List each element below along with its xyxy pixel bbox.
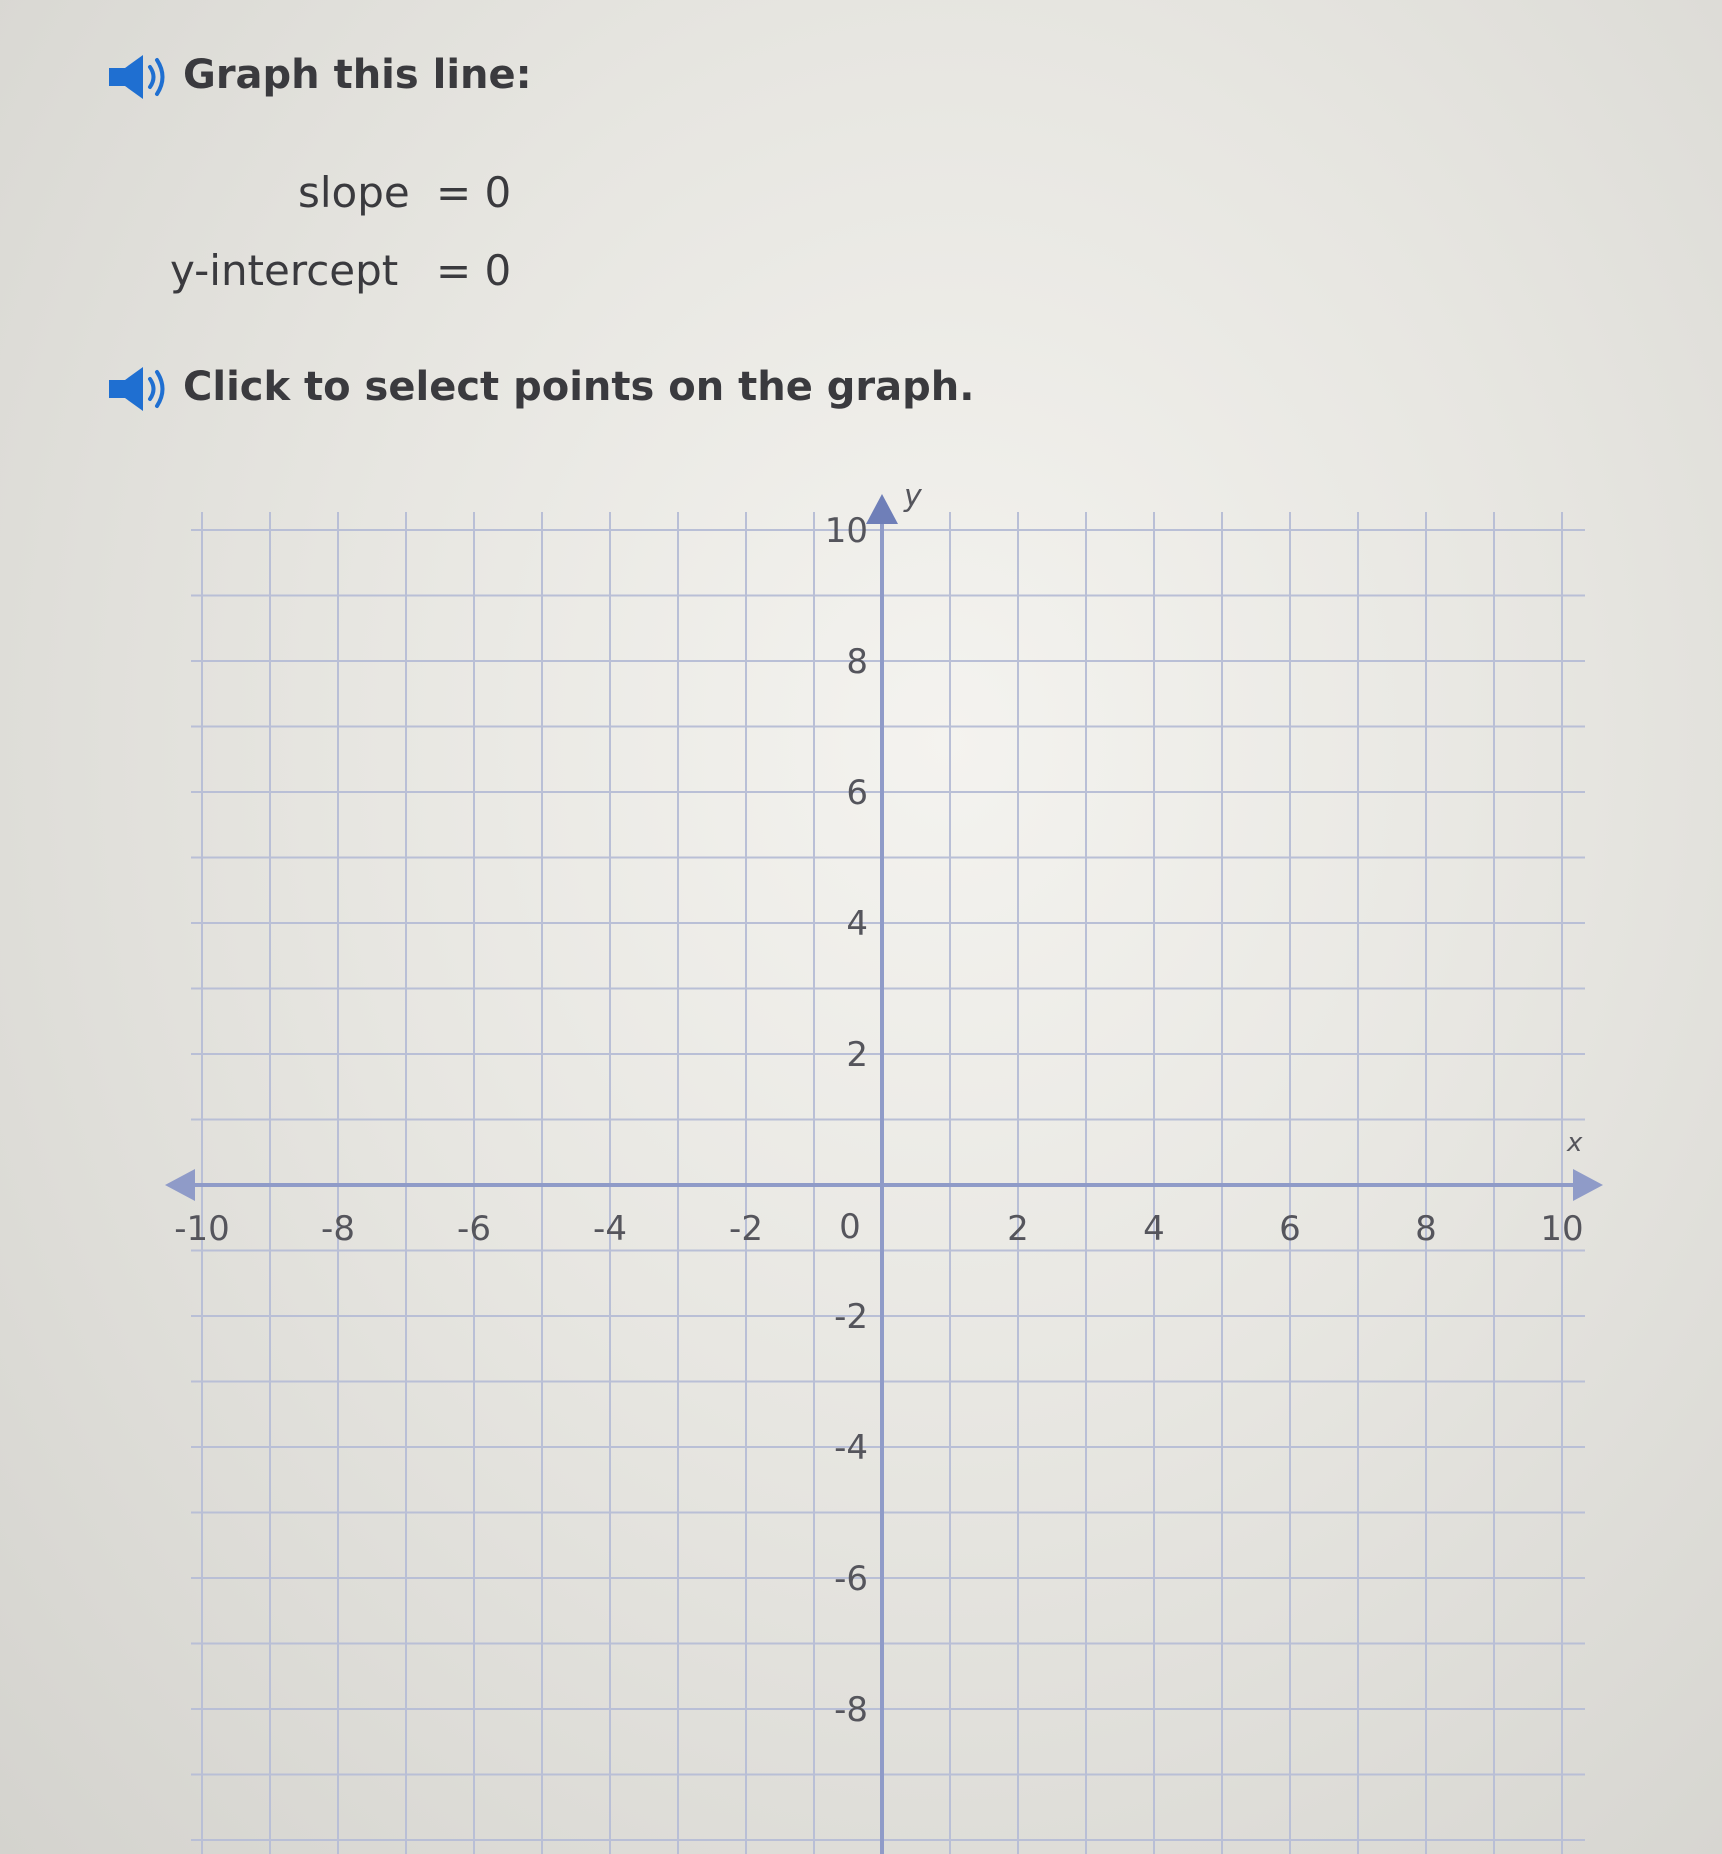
y-intercept-label: y-intercept — [170, 246, 399, 295]
x-axis-label: x — [1567, 1128, 1583, 1158]
x-tick-label: 4 — [1143, 1209, 1165, 1249]
origin-label: 0 — [839, 1207, 861, 1247]
x-tick-label: 10 — [1540, 1209, 1584, 1249]
x-tick-label: -6 — [457, 1209, 491, 1249]
prompt-title: Graph this line: — [183, 52, 532, 98]
y-tick-label: -4 — [834, 1428, 868, 1468]
slope-value: = 0 — [436, 168, 512, 217]
x-axis-right-arrow — [1573, 1169, 1603, 1201]
tick-labels — [174, 479, 1583, 1730]
x-tick-label: 2 — [1007, 1209, 1029, 1249]
x-tick-label: -4 — [593, 1209, 627, 1249]
y-axis-up-arrow — [866, 494, 898, 524]
y-tick-label: 2 — [846, 1035, 868, 1075]
x-tick-label: -2 — [729, 1209, 763, 1249]
y-intercept-value: = 0 — [436, 246, 512, 295]
axes — [165, 494, 1603, 1854]
y-tick-label: 6 — [846, 773, 868, 813]
y-tick-label: 8 — [846, 642, 868, 682]
x-tick-label: -10 — [174, 1209, 230, 1249]
y-axis-label: y — [904, 479, 922, 514]
slope-label: slope — [298, 168, 410, 217]
x-tick-label: -8 — [321, 1209, 355, 1249]
x-tick-label: 8 — [1415, 1209, 1437, 1249]
y-tick-label: -8 — [834, 1690, 868, 1730]
instruction-text: Click to select points on the graph. — [183, 364, 975, 410]
x-axis-left-arrow — [165, 1169, 195, 1201]
y-tick-label: 4 — [846, 904, 868, 944]
y-tick-label: 10 — [824, 511, 868, 551]
x-tick-label: 6 — [1279, 1209, 1301, 1249]
y-tick-label: -2 — [834, 1297, 868, 1337]
y-tick-label: -6 — [834, 1559, 868, 1599]
